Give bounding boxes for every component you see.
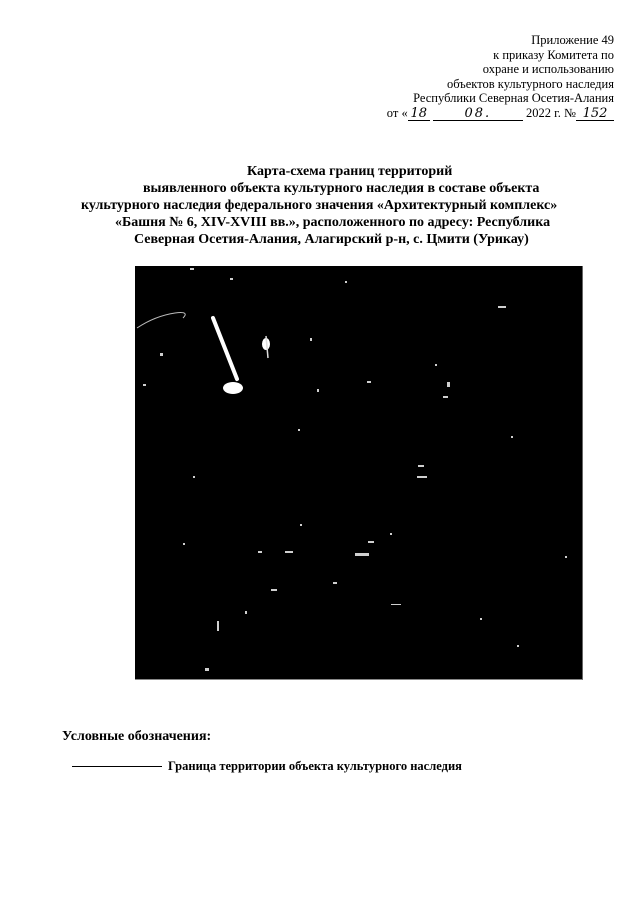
date-year: 2022 г. № [525,105,576,120]
appendix-order-ref: к приказу Комитета по [493,47,614,62]
title-line-1: Карта-схема границ территорий [247,164,453,179]
handwritten-order-number: 152 [576,108,614,121]
legend-item [72,759,462,774]
title-line-2: выявленного объекта культурного наследия в составе объекта [143,181,540,196]
title-line-4: «Башня № 6, XIV-XVIII вв.», расположенного по адресу: Республика [115,215,551,230]
document-title [60,163,620,248]
title-line-3: культурного наследия федерального значения «Архитектурный комплекс» [81,198,558,213]
appendix-date-line [387,106,614,121]
appendix-republic: Республики Северная Осетия-Алания [413,91,614,106]
boundary-line-symbol-icon [72,766,162,767]
title-line-5: Северная Осетия-Алания, Алагирский р-н, с. Цмити (Урикау) [134,232,529,247]
handwritten-month: 08. [433,108,523,121]
map-noise-overlay [135,266,582,679]
date-prefix: от « [386,105,408,120]
legend-item-label: Граница территории объекта культурного наследия [168,759,462,773]
handwritten-day: 18 [408,108,430,121]
map-image [135,266,583,680]
appendix-number: Приложение 49 [531,33,614,47]
appendix-committee: охране и использованию [482,62,614,77]
appendix-heritage: объектов культурного наследия [447,76,614,91]
appendix-header [387,33,614,121]
legend-heading: Условные обозначения: [62,729,212,744]
